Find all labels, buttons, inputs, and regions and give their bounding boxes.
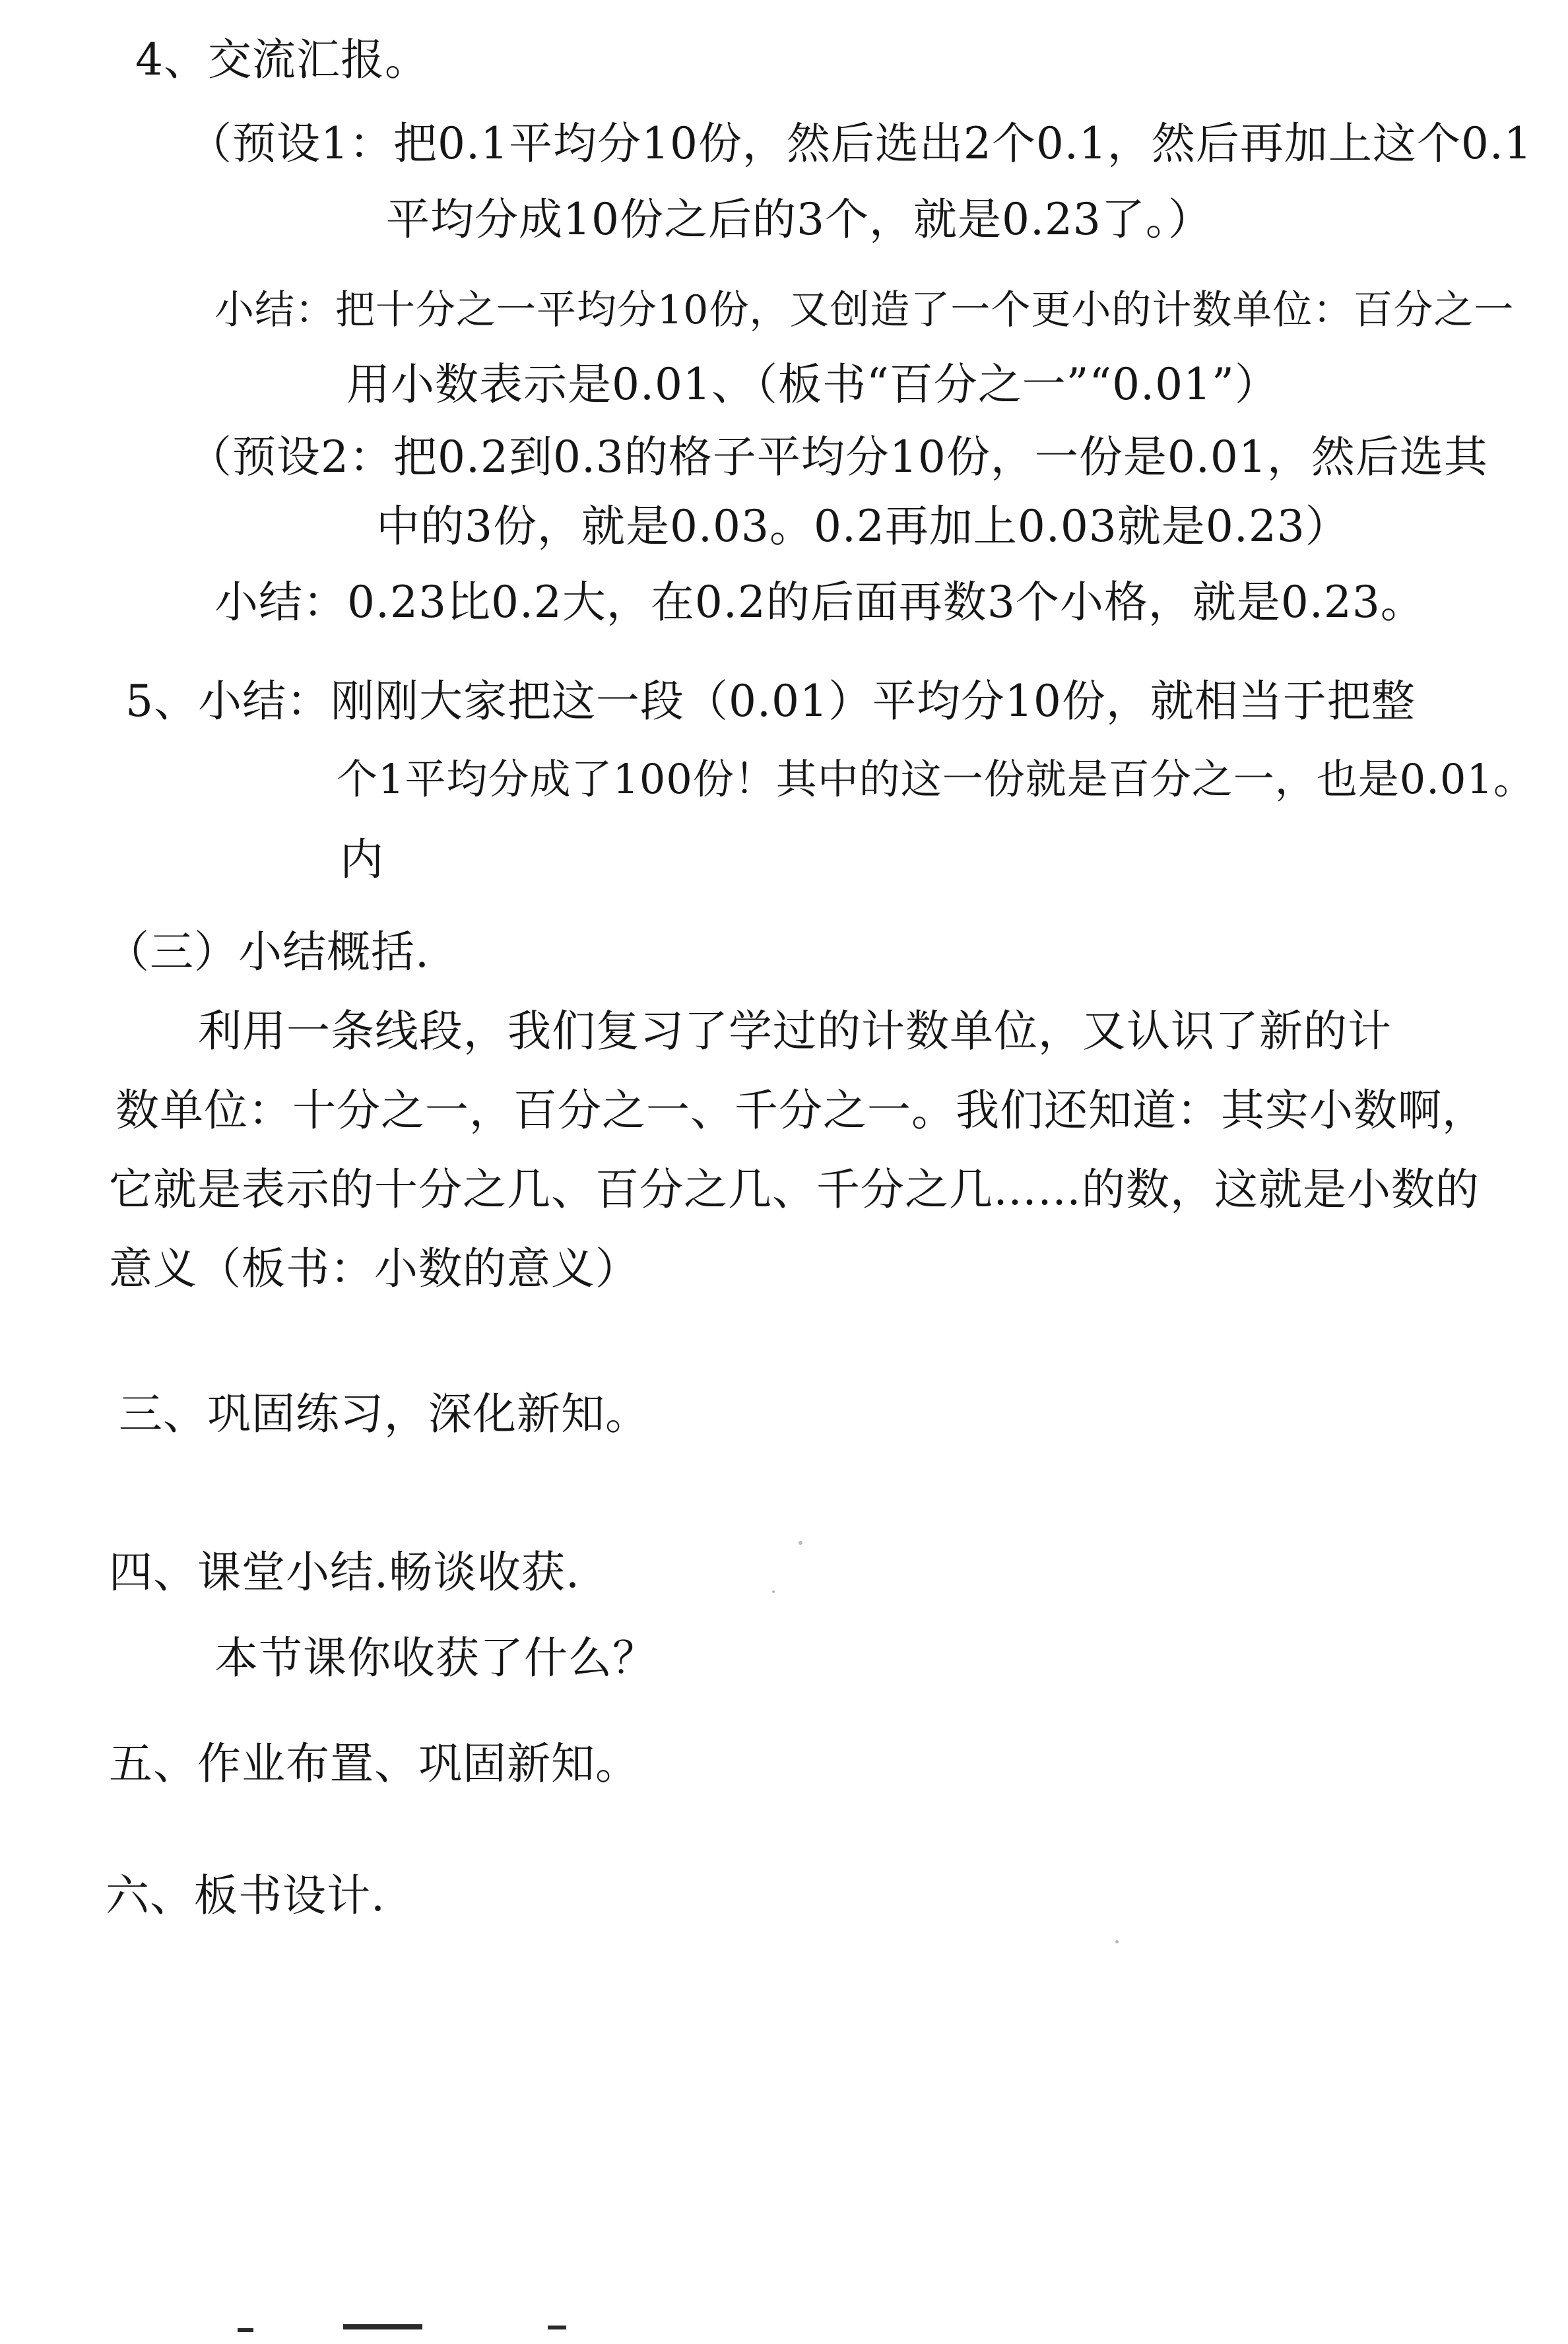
summary-2-line: 小结：0.23比0.2大，在0.2的后面再数3个小格，就是0.23。 <box>214 577 1425 628</box>
preset-2-line-1: （预设2：把0.2到0.3的格子平均分10份，一份是0.01，然后选其 <box>188 432 1488 482</box>
summary-1-line-2: 用小数表示是0.01、（板书“百分之一”“0.01”） <box>346 359 1279 410</box>
section-3-paragraph-line-1: 利用一条线段，我们复习了学过的计数单位，又认识了新的计 <box>198 1006 1392 1057</box>
step-5-line-1: 5、小结：刚刚大家把这一段（0.01）平均分10份，就相当于把整 <box>125 676 1416 727</box>
part-6-heading: 六、板书设计. <box>106 1870 385 1921</box>
preset-2-line-2: 中的3份，就是0.03。0.2再加上0.03就是0.23） <box>376 501 1350 552</box>
stray-mark: 内 <box>340 834 384 885</box>
part-4-question: 本节课你收获了什么？ <box>214 1633 657 1683</box>
cut-off-bottom-line <box>0 2310 1568 2344</box>
section-3-heading: （三）小结概括. <box>106 927 430 977</box>
section-3-paragraph-line-3: 它就是表示的十分之几、百分之几、千分之几……的数，这就是小数的 <box>109 1164 1480 1215</box>
step-4-heading: 4、交流汇报。 <box>135 34 429 85</box>
scan-speck <box>799 1541 802 1545</box>
scan-speck <box>772 1590 775 1593</box>
scan-speck <box>1115 1940 1119 1943</box>
step-5-line-2: 个1平均分成了100份！其中的这一份就是百分之一，也是0.01。 <box>337 755 1535 803</box>
summary-1-line-1: 小结：把十分之一平均分10份，又创造了一个更小的计数单位：百分之一 <box>214 287 1515 333</box>
part-4-heading: 四、课堂小结.畅谈收获. <box>109 1547 580 1598</box>
section-3-paragraph-line-2: 数单位：十分之一，百分之一、千分之一。我们还知道：其实小数啊， <box>115 1085 1486 1136</box>
section-3-paragraph-line-4: 意义（板书：小数的意义） <box>109 1243 639 1294</box>
part-3-heading: 三、巩固练习，深化新知。 <box>119 1388 649 1439</box>
preset-1-line-2: 平均分成10份之后的3个，就是0.23了。） <box>386 194 1212 245</box>
part-5-heading: 五、作业布置、巩固新知。 <box>109 1738 639 1789</box>
preset-1-line-1: （预设1：把0.1平均分10份，然后选出2个0.1，然后再加上这个0.1 <box>188 118 1532 169</box>
